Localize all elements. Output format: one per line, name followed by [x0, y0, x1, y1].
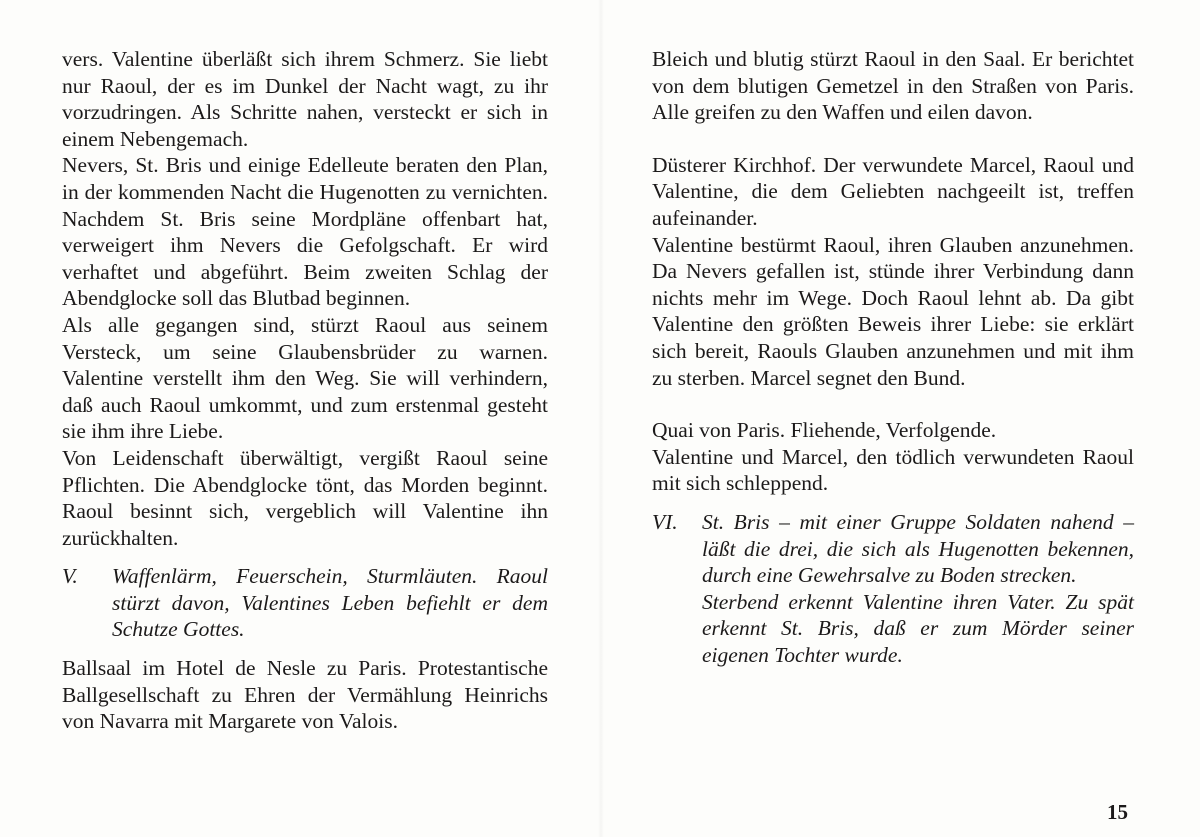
right-paragraph-4: Quai von Paris. Fliehende, Verfolgende. — [652, 418, 997, 443]
act-six-number: VI. — [652, 509, 678, 534]
act-six-stage-direction-1: St. Bris – mit einer Gruppe Soldaten nahend – läßt die drei, die sich als Hugenotten bekennen, durch eine Gewehrsalve zu Boden strecken. — [702, 509, 1134, 588]
act-six-heading — [652, 509, 1134, 669]
right-paragraph-5: Valentine und Marcel, den tödlich verwundeten Raoul mit sich schleppend. — [652, 444, 1134, 496]
left-paragraph-3: Als alle gegangen sind, stürzt Raoul aus seinem Versteck, um seine Glaubensbrüder zu warnen. Valentine verstellt ihm den Weg. Sie will verhindern, daß auch Raoul umkommt, und zum erstenmal gesteht sie ihm ihre Liebe. — [62, 312, 548, 444]
right-column — [652, 46, 1134, 668]
left-column — [62, 46, 548, 735]
act-five-stage-direction: Waffenlärm, Feuerschein, Sturmläuten. Raoul stürzt davon, Valentines Leben befiehlt er dem Schutze Gottes. — [112, 564, 548, 642]
right-paragraph-3: Valentine bestürmt Raoul, ihren Glauben anzunehmen. Da Nevers gefallen ist, stünde ihrer Verbindung dann nichts mehr im Wege. Doch Raoul lehnt ab. Da gibt Valentine den größten Beweis ihrer Liebe: sie erklärt sich bereit, Raouls Glauben anzunehmen und mit ihm zu sterben. Marcel segnet den Bund. — [652, 232, 1134, 390]
right-paragraph-2: Düsterer Kirchhof. Der verwundete Marcel, Raoul und Valentine, die dem Geliebten nachgeeilt ist, treffen aufeinander. — [652, 152, 1134, 230]
page-number: 15 — [1107, 800, 1128, 824]
act-five-heading — [62, 563, 548, 643]
act-six-stage-direction-2: Sterbend erkennt Valentine ihren Vater. Zu spät erkennt St. Bris, daß er zum Mörder seiner eigenen Tochter wurde. — [702, 589, 1134, 667]
left-paragraph-4: Von Leidenschaft überwältigt, vergißt Raoul seine Pflichten. Die Abendglocke tönt, das Morden beginnt. Raoul besinnt sich, vergeblich will Valentine ihn zurückhalten. — [62, 445, 548, 550]
act-five-number: V. — [62, 564, 78, 589]
left-paragraph-2: Nevers, St. Bris und einige Edelleute beraten den Plan, in der kommenden Nacht die Hugenotten zu vernichten. Nachdem St. Bris seine Mordpläne offenbart hat, verweigert ihm Nevers die Gefolgschaft. Er wird verhaftet und abgeführt. Beim zweiten Schlag der Abendglocke soll das Blutbad beginnen. — [62, 153, 548, 311]
left-paragraph-5: Ballsaal im Hotel de Nesle zu Paris. Protestantische Ballgesellschaft zu Ehren der Vermählung Heinrichs von Navarra mit Margarete von Valois. — [62, 656, 548, 734]
book-gutter — [598, 0, 604, 837]
left-paragraph-1: vers. Valentine überläßt sich ihrem Schmerz. Sie liebt nur Raoul, der es im Dunkel der Nacht wagt, zu ihr vorzudringen. Als Schritte nahen, versteckt er sich in einem Nebengemach. — [62, 47, 548, 151]
right-paragraph-1: Bleich und blutig stürzt Raoul in den Saal. Er berichtet von dem blutigen Gemetzel in den Straßen von Paris. Alle greifen zu den Waffen und eilen davon. — [652, 47, 1134, 125]
